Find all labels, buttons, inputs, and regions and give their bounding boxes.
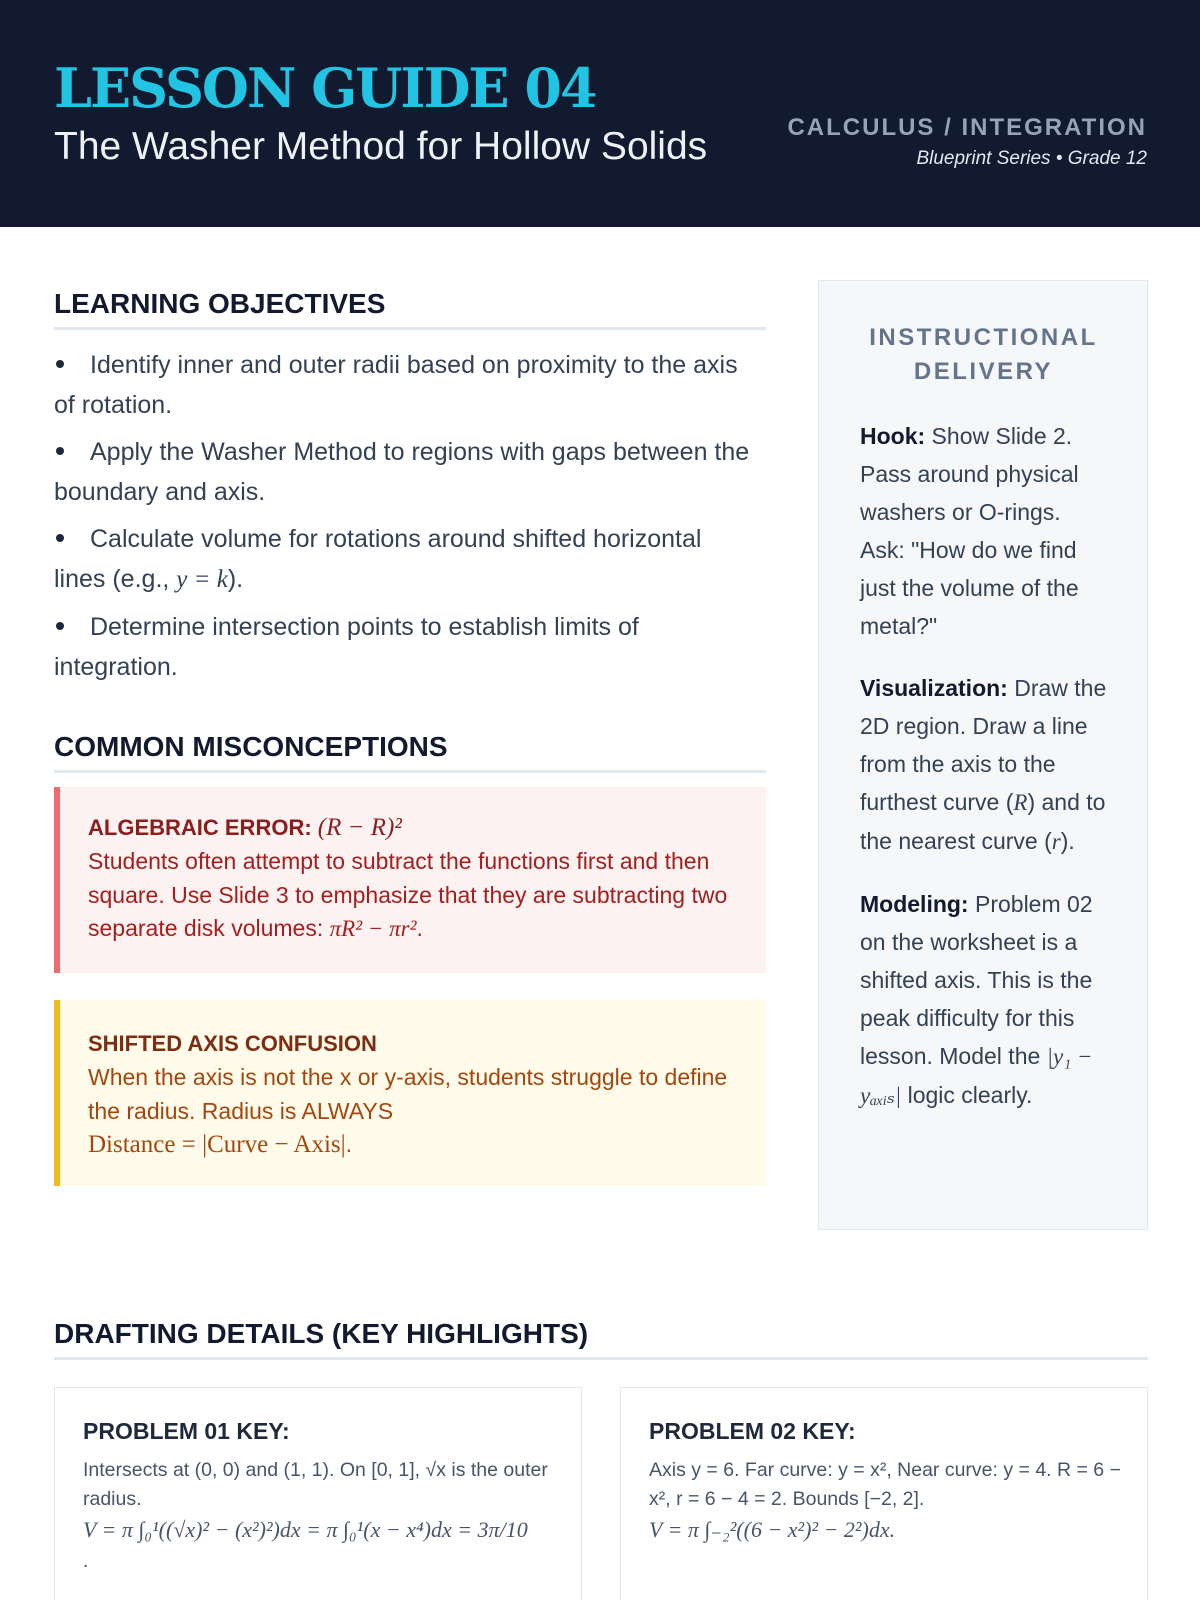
series-label: Blueprint Series • Grade 12: [916, 148, 1147, 169]
lesson-header: [0, 0, 1200, 227]
objectives-heading: LEARNING OBJECTIVES: [54, 288, 386, 319]
drafting-heading: DRAFTING DETAILS (KEY HIGHLIGHTS): [54, 1318, 589, 1349]
callout-title: SHIFTED AXIS CONFUSION: [88, 1031, 377, 1056]
course-label: CALCULUS / INTEGRATION: [787, 114, 1147, 141]
bullet-icon: [56, 447, 64, 455]
objective-item: Apply the Washer Method to regions with gaps between the boundary and axis.: [54, 438, 750, 506]
algebraic-error-callout: ALGEBRAIC ERROR: (R − R)² Students often attempt to subtract the functions first and then square. Use Slide 3 to emphasize that they are subtracting two separate disk volumes: πR² − πr².: [54, 787, 766, 973]
shifted-axis-callout: [54, 1000, 766, 1186]
lesson-subtitle: The Washer Method for Hollow Solids: [54, 125, 708, 168]
callout-title: ALGEBRAIC ERROR:: [88, 815, 318, 840]
problem-key-body: Intersects at (0, 0) and (1, 1). On [0, 1], √x is the outer radius.: [83, 1459, 548, 1510]
lesson-title: LESSON GUIDE 04: [54, 56, 596, 120]
misconceptions-heading: COMMON MISCONCEPTIONS: [54, 731, 448, 762]
problem-key-equation: V = π ∫₀¹((√x)² − (x²)²)dx = π ∫₀¹(x − x⁴)dx = 3π/10: [83, 1517, 528, 1542]
bullet-icon: [56, 360, 64, 368]
problem-key-title: PROBLEM 01 KEY:: [83, 1418, 290, 1444]
visualization-note: Visualization: Draw the 2D region. Draw a line from the axis to the furthest curve (R) and to the nearest curve (r).: [860, 675, 1107, 854]
problem-key-title: PROBLEM 02 KEY:: [649, 1418, 856, 1444]
callout-body: When the axis is not the x or y-axis, students struggle to define the radius. Radius is ALWAYS Distance = |Curve − Axis|.: [88, 1064, 728, 1158]
hook-note: Hook: Show Slide 2. Pass around physical washers or O-rings. Ask: "How do we find just the volume of the metal?": [860, 423, 1079, 639]
panel-title: INSTRUCTIONAL DELIVERY: [869, 324, 1098, 385]
modeling-note: Modeling: Problem 02 on the worksheet is a shifted axis. This is the peak difficulty for this lesson. Model the |y₁ − yₐₓᵢₛ| logic clearly.: [860, 891, 1093, 1108]
problem-key-equation: V = π ∫₋₂²((6 − x²)² − 2²)dx.: [649, 1517, 896, 1542]
problem-01-key-card: [54, 1387, 582, 1600]
misconceptions-divider: [54, 770, 766, 773]
problem-key-tail: .: [83, 1550, 89, 1572]
objective-item: Calculate volume for rotations around shifted horizontal lines (e.g., y = k).: [54, 525, 702, 593]
objective-item: Determine intersection points to establish limits of integration.: [54, 613, 639, 681]
problem-02-key-card: [620, 1387, 1148, 1600]
bullet-icon: [56, 534, 64, 542]
objectives-divider: [54, 327, 766, 330]
problem-key-body: Axis y = 6. Far curve: y = x², Near curve: y = 4. R = 6 − x², r = 6 − 4 = 2. Bounds [−2, 2].: [649, 1459, 1121, 1510]
bullet-icon: [56, 622, 64, 630]
objectives-list: [54, 345, 754, 694]
drafting-divider: [54, 1357, 1148, 1360]
instructional-delivery-panel: [818, 280, 1148, 1230]
objective-item: Identify inner and outer radii based on proximity to the axis of rotation.: [54, 351, 738, 419]
callout-body: Students often attempt to subtract the functions first and then square. Use Slide 3 to emphasize that they are subtracting two separate disk volumes: πR² − πr².: [88, 848, 728, 941]
